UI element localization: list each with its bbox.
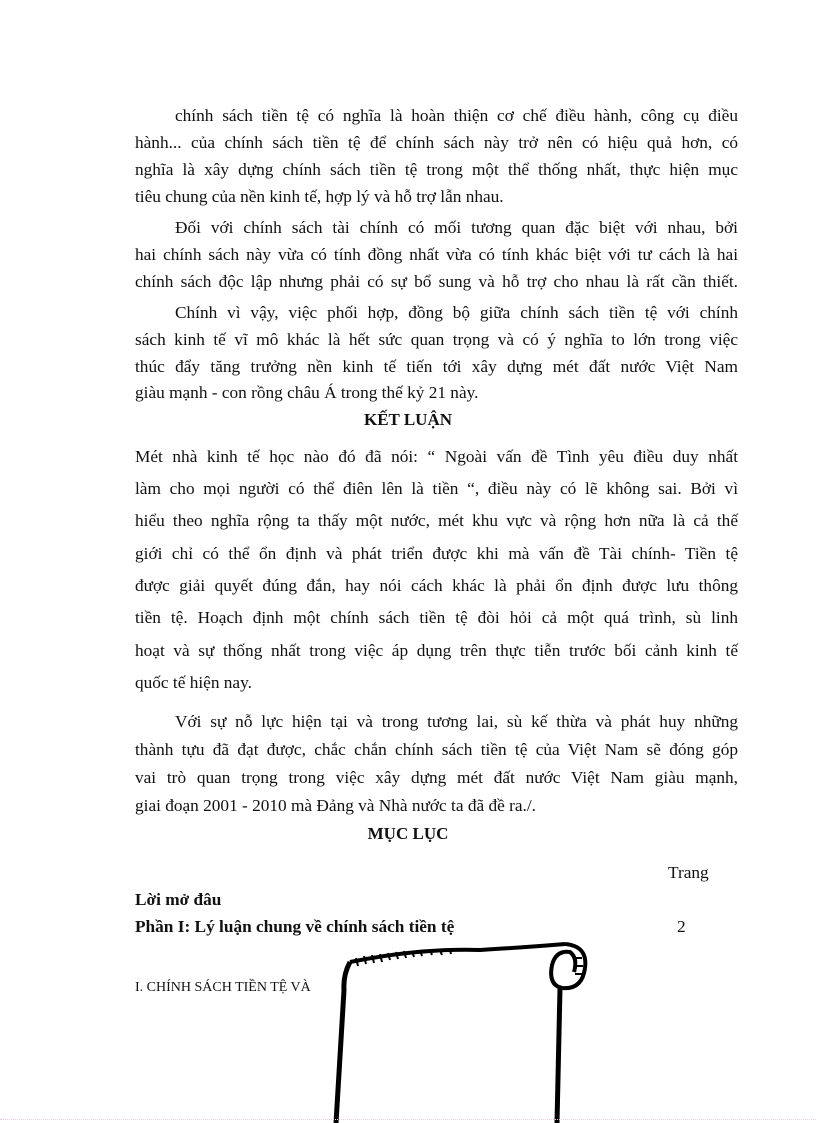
toc-entry-title[interactable]: Lời mở đâu — [135, 890, 222, 909]
text-line: hành... của chính sách tiền tệ để chính sách này trở nên có hiệu quả hơn, có — [135, 133, 738, 152]
text-line: sách kinh tế vĩ mô khác là hết sức quan trọng và có ý nghĩa to lớn trong việc — [135, 330, 738, 349]
text-line: Mét nhà kinh tế học nào đó đã nói: “ Ngoài vấn đề Tình yêu điều duy nhất — [135, 447, 738, 466]
text-line: hiểu theo nghĩa rộng ta thấy một nước, mét khu vực và rộng hơn nữa là cả thế — [135, 511, 738, 530]
text-line: Chính vì vậy, việc phối hợp, đồng bộ giữa chính sách tiền tệ với chính — [175, 303, 738, 322]
page-break-line — [0, 1119, 816, 1120]
toc-entry-title[interactable]: Phần I: Lý luận chung về chính sách tiền tệ — [135, 917, 455, 936]
text-line: nghĩa là xây dựng chính sách tiền tệ trong một thể thống nhất, thực hiện mục — [135, 160, 738, 179]
text-line: hai chính sách này vừa có tính đồng nhất vừa có tính khác biệt với tư cách là hai — [135, 245, 738, 264]
heading-conclusion: KẾT LUẬN — [363, 410, 452, 429]
text-line: quốc tế hiện nay. — [135, 673, 252, 692]
text-line: chính sách tiền tệ có nghĩa là hoàn thiện cơ chế điều hành, công cụ điều — [175, 106, 738, 125]
text-line: tiền tệ. Hoạch định một chính sách tiền tệ đòi hỏi cả một quá trình, sù linh — [135, 608, 738, 627]
text-line: làm cho mọi người có thể điên lên là tiền “, điều này có lẽ không sai. Bởi vì — [135, 479, 738, 498]
text-line: giàu mạnh - con rồng châu Á trong thế kỷ 21 này. — [135, 383, 479, 402]
scroll-body — [337, 944, 560, 1123]
text-line: tiêu chung của nền kinh tế, hợp lý và hỗ trợ lẫn nhau. — [135, 187, 504, 206]
text-line: chính sách độc lập nhưng phải có sự bổ sung và hỗ trợ cho nhau là rất cần thiết. — [135, 272, 738, 291]
text-line: Với sự nỗ lực hiện tại và trong tương lai, sù kế thừa và phát huy những — [175, 712, 738, 731]
text-line: Đối với chính sách tài chính có mối tương quan đặc biệt với nhau, bởi — [175, 218, 738, 237]
toc-entry-page: 2 — [677, 917, 686, 936]
text-line: được giải quyết đúng đắn, hay nói cách khác là phải ổn định được lưu thông — [135, 576, 738, 595]
text-line: thúc đẩy tăng trưởng nền kinh tế tiến tới xây dựng mét đất nước Việt Nam — [135, 357, 738, 376]
text-line: giai đoạn 2001 - 2010 mà Đảng và Nhà nước ta đã đề ra./. — [135, 796, 536, 815]
text-line: thành tựu đã đạt được, chắc chắn chính sách tiền tệ của Việt Nam sẽ đóng góp — [135, 740, 738, 759]
heading-toc: MỤC LỤC — [367, 824, 449, 843]
toc-page-header: Trang — [668, 863, 709, 882]
text-line: vai trò quan trọng trong việc xây dựng mét đất nước Việt Nam giàu mạnh, — [135, 768, 738, 787]
text-line: giới chỉ có thể ổn định và phát triển được khi mà vấn đề Tài chính- Tiền tệ — [135, 544, 738, 563]
toc-entry-title[interactable]: I. CHÍNH SÁCH TIỀN TỆ VÀ — [135, 980, 311, 995]
scroll-right-edge — [557, 988, 560, 1123]
text-line: hoạt và sự thống nhất trong việc áp dụng trên thực tiễn trước bối cảnh kinh tế — [135, 641, 738, 660]
